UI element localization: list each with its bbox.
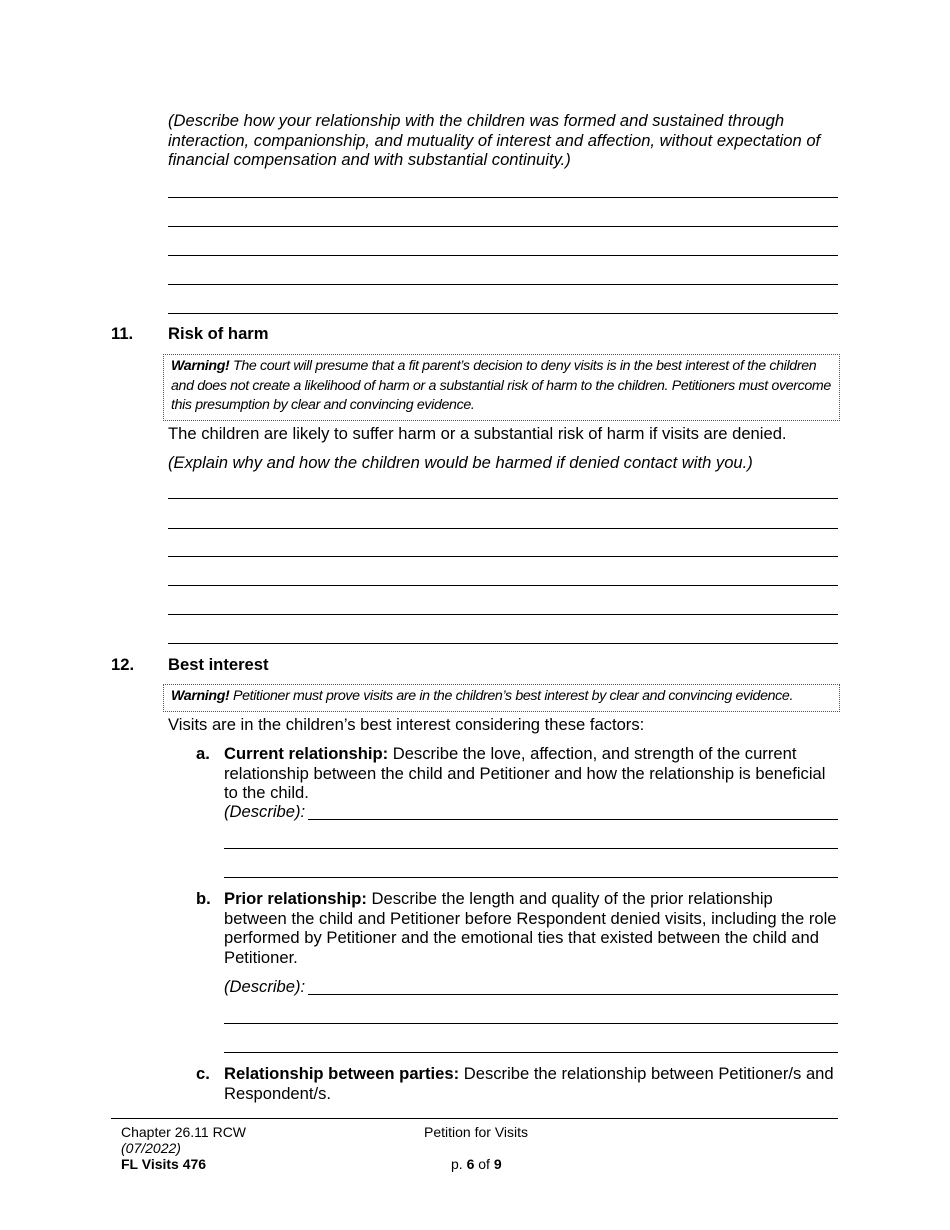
answer-line[interactable] xyxy=(168,585,838,586)
item-b-answer-line[interactable] xyxy=(224,1052,838,1053)
section-11-number: 11. xyxy=(111,324,134,343)
item-a-answer-line[interactable] xyxy=(224,877,838,878)
answer-line[interactable] xyxy=(168,255,838,256)
answer-line[interactable] xyxy=(168,226,838,227)
item-a-answer-line[interactable] xyxy=(224,848,838,849)
warning-text: Petitioner must prove visits are in the children’s best interest by clear and convincing evidence. xyxy=(229,688,794,704)
item-c-heading: Relationship between parties: xyxy=(224,1064,460,1083)
item-a-letter: a. xyxy=(196,744,210,763)
item-b-describe-label: (Describe): xyxy=(224,977,306,996)
footer-date: (07/2022) xyxy=(121,1140,181,1156)
footer-title: Petition for Visits xyxy=(424,1124,529,1140)
section-11-statement: The children are likely to suffer harm or a substantial risk of harm if visits are denied. xyxy=(168,424,787,443)
item-c-letter: c. xyxy=(196,1064,210,1083)
answer-line[interactable] xyxy=(168,528,838,529)
section-12-statement: Visits are in the children’s best interest considering these factors: xyxy=(168,715,645,734)
item-a-answer-line[interactable] xyxy=(308,819,838,820)
warning-label: Warning! xyxy=(171,688,230,704)
item-a-heading: Current relationship: xyxy=(224,744,389,763)
section-12-warning-box xyxy=(163,684,840,712)
warning-text: The court will presume that a fit parent’s decision to deny visits is in the best interest of the children and does not create a likelihood of harm or a substantial risk of harm to the children. Petitioners must overcome this presumption by clear and convincing evidence. xyxy=(171,358,831,413)
section-12-title: Best interest xyxy=(168,655,269,674)
answer-line[interactable] xyxy=(168,614,838,615)
item-c-description xyxy=(224,1064,838,1103)
section-12-number: 12. xyxy=(111,655,135,674)
item-c-text: Describe the relationship between Petitioner/s and Respondent/s. xyxy=(224,1064,834,1103)
footer-divider xyxy=(111,1118,838,1119)
item-b-answer-line[interactable] xyxy=(308,994,838,995)
intro-instruction: (Describe how your relationship with the children was formed and sustained through interaction, companionship, and mutuality of interest and affection, without expectation of financial compensation and with substantial continuity.) xyxy=(168,111,821,169)
page-of: of xyxy=(474,1156,494,1172)
page-total: 9 xyxy=(493,1156,502,1172)
item-b-letter: b. xyxy=(196,889,211,908)
footer-chapter: Chapter 26.11 RCW xyxy=(121,1124,247,1140)
item-b-answer-line[interactable] xyxy=(224,1023,838,1024)
answer-line[interactable] xyxy=(168,643,838,644)
answer-line[interactable] xyxy=(168,556,838,557)
answer-line[interactable] xyxy=(168,313,838,314)
page-prefix: p. xyxy=(451,1156,467,1172)
footer-form-id: FL Visits 476 xyxy=(121,1156,207,1172)
item-b-description xyxy=(224,889,838,967)
warning-label: Warning! xyxy=(171,358,230,374)
item-a-text: Describe the love, affection, and strength of the current relationship between the child and Petitioner and how the relationship is beneficial to the child. xyxy=(224,744,826,802)
answer-line[interactable] xyxy=(168,284,838,285)
page-current: 6 xyxy=(466,1156,475,1172)
item-b-text: Describe the length and quality of the prior relationship between the child and Petitioner before Respondent denied visits, including the role performed by Petitioner and the emotional ties that existed between the child and Petitioner. xyxy=(224,889,837,967)
item-a-description xyxy=(224,744,838,803)
footer-page-number xyxy=(451,1156,502,1172)
answer-line[interactable] xyxy=(168,498,838,499)
section-11-instruction: (Explain why and how the children would be harmed if denied contact with you.) xyxy=(168,453,753,472)
answer-line[interactable] xyxy=(168,197,838,198)
item-a-describe-label: (Describe): xyxy=(224,802,306,821)
item-b-heading: Prior relationship: xyxy=(224,889,367,908)
section-11-title: Risk of harm xyxy=(168,324,269,343)
section-11-warning-box xyxy=(163,354,840,421)
